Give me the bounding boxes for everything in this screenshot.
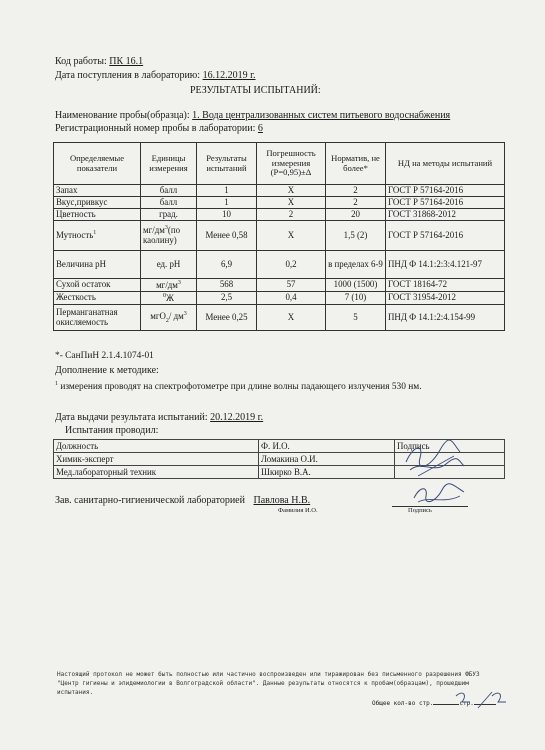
row-method: ПНД Ф 14.1:2:3:4.121-97 [386, 251, 505, 279]
row-error: 0,2 [257, 251, 326, 279]
table-row [54, 221, 505, 251]
row-unit: град. [141, 209, 197, 221]
row-error: 57 [257, 279, 326, 292]
sample-reg-line [55, 123, 263, 134]
column-header: Единицы измерения [141, 143, 197, 185]
row-unit [141, 221, 197, 251]
row-error: X [257, 221, 326, 251]
staff-name: Шкирко В.А. [259, 466, 395, 479]
row-method: ПНД Ф 14.1:2:4.154-99 [386, 305, 505, 331]
row-unit [141, 279, 197, 292]
work-code-value: ПК 16.1 [109, 56, 144, 67]
footnote [55, 381, 422, 392]
row-method: ГОСТ Р 57164-2016 [386, 185, 505, 197]
head-signature [410, 482, 470, 506]
row-name: Величина рН [54, 251, 141, 279]
staff-position: Химик-эксперт [54, 453, 259, 466]
row-name: Вкус,привкус [54, 197, 141, 209]
row-norm: 5 [326, 305, 386, 331]
row-norm: 1000 (1500) [326, 279, 386, 292]
footnote-mark: 1 [55, 381, 58, 387]
row-result: 1 [197, 197, 257, 209]
sample-reg-label: Регистрационный номер пробы в лаборатории: [55, 123, 256, 134]
caption-name: Фамилия И.О. [278, 507, 318, 514]
sample-name-label: Наименование пробы(образца): [55, 110, 190, 121]
unit-degree: 0 [163, 292, 167, 299]
received-line [55, 70, 256, 81]
unit-exponent: 3 [177, 279, 181, 286]
row-name [54, 221, 141, 251]
issue-label: Дата выдачи результата испытаний: [55, 412, 208, 423]
footnote-text: измерения проводят на спектрофотометре при длине волны падающего излучения 530 нм. [60, 382, 422, 393]
unit-text: мг/дм [156, 279, 178, 290]
row-name-text: Мутность [56, 230, 94, 241]
staff-name: Ломакина О.И. [259, 453, 395, 466]
table-header-row [54, 143, 505, 185]
issue-line [55, 412, 263, 423]
row-error: X [257, 185, 326, 197]
row-norm: 2 [326, 197, 386, 209]
staff-col-position: Должность [54, 440, 259, 453]
row-name: Цветность [54, 209, 141, 221]
row-result: Менее 0,58 [197, 221, 257, 251]
unit-exponent: 3 [183, 310, 187, 317]
row-result: 1 [197, 185, 257, 197]
received-label: Дата поступления в лабораторию: [55, 70, 201, 81]
unit-tail: / дм [168, 310, 184, 321]
row-unit [141, 305, 197, 331]
row-name: Жесткость [54, 292, 141, 305]
footnote-mark: 1 [93, 230, 97, 237]
staff-col-name: Ф. И.О. [259, 440, 395, 453]
row-method: ГОСТ Р 57164-2016 [386, 221, 505, 251]
received-date: 16.12.2019 г. [202, 70, 256, 81]
sample-name-line [55, 110, 450, 121]
row-norm: 7 (10) [326, 292, 386, 305]
row-unit [141, 292, 197, 305]
table-row [54, 185, 505, 197]
work-code-line [55, 56, 143, 67]
staff-col-signature: Подпись [395, 440, 505, 453]
row-norm: 1,5 (2) [326, 221, 386, 251]
unit-exponent: 3 [164, 225, 168, 232]
unit-subscript: 2 [165, 317, 169, 324]
sample-name-value: 1. Вода централизованных систем питьевого водоснабжения [192, 110, 451, 121]
handwritten-signature [400, 440, 470, 480]
column-header: Результаты испытаний [197, 143, 257, 185]
caption-sign: Подпись [408, 507, 432, 514]
unit-text: Ж [166, 292, 174, 303]
unit-tail: (по каолину) [143, 225, 181, 245]
table-row [54, 292, 505, 305]
row-name: Сухой остаток [54, 279, 141, 292]
row-method: ГОСТ Р 57164-2016 [386, 197, 505, 209]
row-norm: 20 [326, 209, 386, 221]
column-header: Погрешность измерения (Р=0,95)±Δ [257, 143, 326, 185]
table-row [54, 251, 505, 279]
addendum-label: Дополнение к методике: [55, 365, 159, 376]
table-row [54, 197, 505, 209]
row-error: 2 [257, 209, 326, 221]
row-name: Перманганатная окисляемость [54, 305, 141, 331]
row-unit: балл [141, 185, 197, 197]
footer-disclaimer: Настоящий протокол не может быть полностью или частично воспроизведен или тиражирован без письменного разрешения ФБУЗ "Центр гигиены и эпидемиологии в Волгоградской области". Данные результаты относятся к пробам(образцам), прошедшим испытания. [57, 671, 480, 696]
unit-text: мг/дм [143, 225, 165, 236]
row-result: 2,5 [197, 292, 257, 305]
row-name: Запах [54, 185, 141, 197]
page-count-label: Общее кол-во стр. [372, 700, 434, 707]
page-title: РЕЗУЛЬТАТЫ ИСПЫТАНИЙ: [190, 85, 321, 96]
work-code-label: Код работы: [55, 56, 107, 67]
row-error: X [257, 197, 326, 209]
head-of-lab-label: Зав. санитарно-гигиенической лабораторией [55, 495, 245, 506]
row-result: 6,9 [197, 251, 257, 279]
page-count-sep: стр. [459, 700, 474, 707]
column-header: Норматив, не более* [326, 143, 386, 185]
row-result: 10 [197, 209, 257, 221]
row-error: 0,4 [257, 292, 326, 305]
table-row [54, 305, 505, 331]
sanpin-note: *- СанПиН 2.1.4.1074-01 [55, 351, 154, 361]
column-header: Определяемые показатели [54, 143, 141, 185]
row-unit: ед. рН [141, 251, 197, 279]
row-method: ГОСТ 31868-2012 [386, 209, 505, 221]
row-result: Менее 0,25 [197, 305, 257, 331]
sample-reg-value: 6 [257, 123, 263, 134]
row-result: 568 [197, 279, 257, 292]
row-norm: 2 [326, 185, 386, 197]
issue-date: 20.12.2019 г. [210, 412, 264, 423]
table-row [54, 209, 505, 221]
results-table [53, 142, 505, 331]
row-method: ГОСТ 31954-2012 [386, 292, 505, 305]
row-norm: в пределах 6-9 [326, 251, 386, 279]
performed-label: Испытания проводил: [65, 425, 159, 436]
row-method: ГОСТ 18164-72 [386, 279, 505, 292]
staff-position: Мед.лабораторный техник [54, 466, 259, 479]
handwritten-page-number [448, 688, 508, 712]
head-of-lab-name: Павлова Н.В. [253, 495, 311, 506]
column-header: НД на методы испытаний [386, 143, 505, 185]
unit-text: мгО [150, 310, 166, 321]
row-unit: балл [141, 197, 197, 209]
row-error: X [257, 305, 326, 331]
table-row [54, 279, 505, 292]
head-of-lab-line [55, 495, 310, 506]
